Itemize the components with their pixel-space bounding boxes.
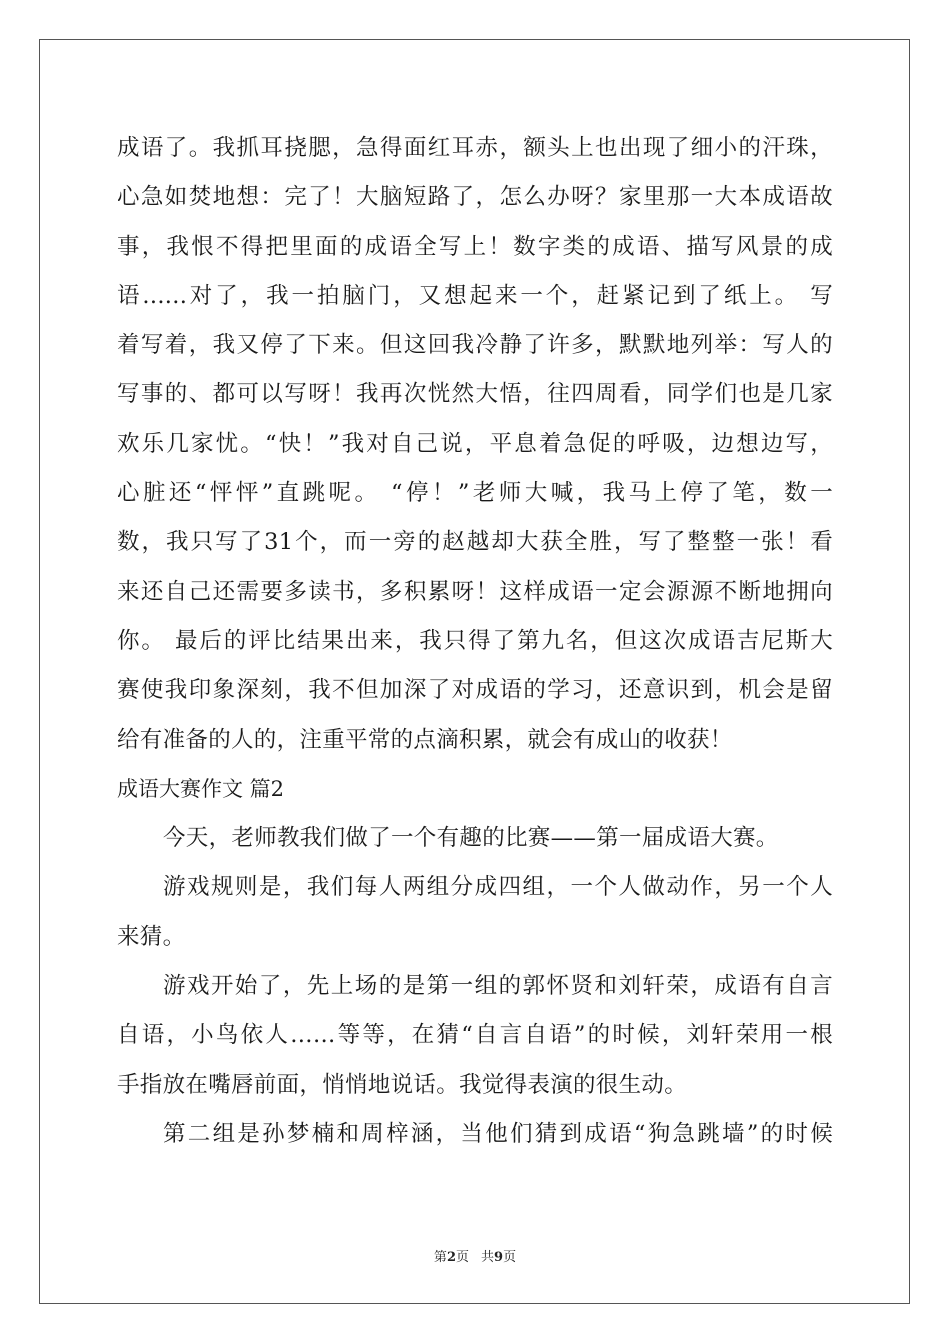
text-line: 今天，老师教我们做了一个有趣的比赛——第一届成语大赛。 [163, 825, 779, 852]
page-footer [0, 1246, 950, 1265]
total-prefix: 共 [481, 1250, 495, 1265]
text-line: 来还自己还需要多读书，多积累呀！这样成语一定会源源不断地拥向 [117, 578, 833, 605]
text-line: 数，我只写了31个，而一旁的赵越却大获全胜，写了整整一张！看 [117, 529, 833, 556]
text-line: 写事的、都可以写呀！我再次恍然大悟，往四周看，同学们也是几家 [117, 381, 833, 408]
page-suffix: 页 [455, 1250, 469, 1265]
text-line: 你。 最后的评比结果出来，我只得了第九名，但这次成语吉尼斯大 [117, 627, 833, 654]
text-line: 欢乐几家忧。“快！”我对自己说，平息着急促的呼吸，边想边写， [117, 430, 833, 457]
text-line: 自语，小鸟依人……等等，在猜“自言自语”的时候，刘轩荣用一根 [117, 1022, 833, 1049]
text-line: 给有准备的人的，注重平常的点滴积累，就会有成山的收获！ [117, 726, 733, 753]
text-line: 游戏规则是，我们每人两组分成四组，一个人做动作，另一个人 [163, 874, 833, 901]
continued-paragraph [117, 124, 833, 765]
text-line: 第二组是孙梦楠和周梓涵，当他们猜到成语“狗急跳墙”的时候 [163, 1120, 833, 1147]
document-body [117, 124, 833, 1159]
text-line: 事，我恨不得把里面的成语全写上！数字类的成语、描写风景的成 [117, 233, 833, 260]
page-number: 2 [446, 1250, 456, 1265]
text-line: 手指放在嘴唇前面，悄悄地说话。我觉得表演的很生动。 [117, 1071, 688, 1098]
paragraph [117, 814, 833, 863]
paragraph [117, 863, 833, 962]
page-prefix: 第 [433, 1250, 447, 1265]
text-line: 来猜。 [117, 923, 186, 950]
text-line: 语......对了，我一拍脑门，又想起来一个，赶紧记到了纸上。 写 [117, 282, 833, 309]
text-line: 心脏还“怦怦”直跳呢。 “停！”老师大喊，我马上停了笔，数一 [117, 480, 833, 507]
text-line: 心急如焚地想：完了！大脑短路了，怎么办呀？家里那一大本成语故 [117, 184, 833, 211]
text-line: 游戏开始了，先上场的是第一组的郭怀贤和刘轩荣，成语有自言 [163, 973, 833, 1000]
text-line: 着写着，我又停了下来。但这回我冷静了许多，默默地列举：写人的 [117, 332, 833, 359]
section-heading: 成语大赛作文 篇2 [117, 776, 285, 801]
text-line: 成语了。我抓耳挠腮，急得面红耳赤，额头上也出现了细小的汗珠， [117, 135, 833, 161]
total-suffix: 页 [503, 1250, 517, 1265]
paragraph [117, 1110, 833, 1159]
text-line: 赛使我印象深刻，我不但加深了对成语的学习，还意识到，机会是留 [117, 677, 833, 704]
total-pages: 9 [494, 1250, 504, 1265]
paragraph [117, 962, 833, 1110]
